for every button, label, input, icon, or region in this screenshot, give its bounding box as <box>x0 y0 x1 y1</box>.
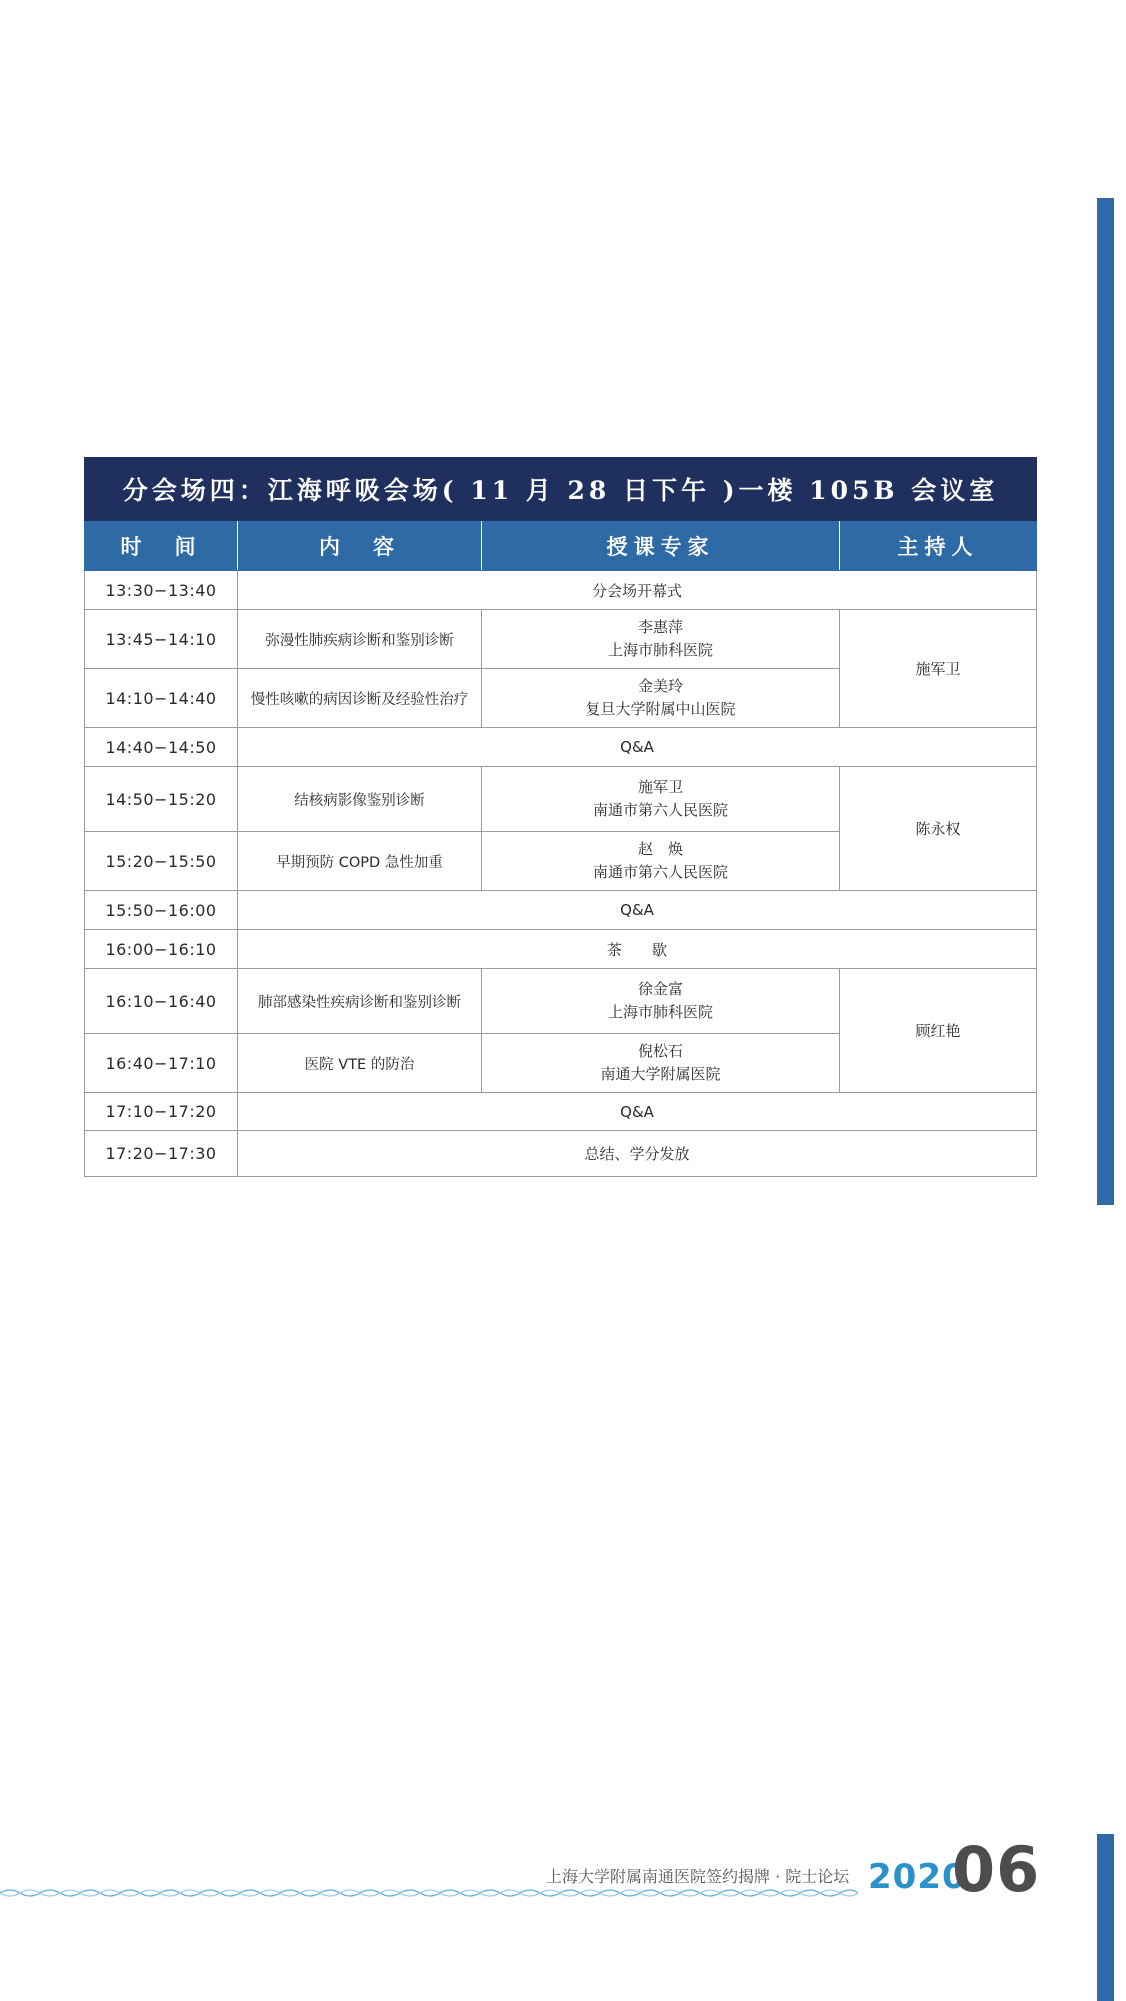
footer-year: 2020 <box>868 1857 967 1897</box>
footer-event-title: 上海大学附属南通医院签约揭牌 · 院士论坛 <box>546 1867 850 1886</box>
schedule-table <box>84 457 1037 1177</box>
topic-cell: 弥漫性肺疾病诊断和鉴别诊断 <box>238 610 482 669</box>
expert-cell <box>482 832 840 891</box>
expert-cell <box>482 767 840 832</box>
title-row <box>85 458 1037 521</box>
time-cell: 15:20−15:50 <box>85 832 238 891</box>
expert-org: 复旦大学附属中山医院 <box>585 700 736 718</box>
topic-cell: 肺部感染性疾病诊断和鉴别诊断 <box>238 969 482 1034</box>
expert-name: 施军卫 <box>637 778 683 796</box>
time-cell: 13:45−14:10 <box>85 610 238 669</box>
topic-cell: 慢性咳嗽的病因诊断及经验性治疗 <box>238 669 482 728</box>
expert-name: 倪松石 <box>637 1042 683 1060</box>
expert-cell <box>482 610 840 669</box>
time-cell: 14:50−15:20 <box>85 767 238 832</box>
session-cell: 茶 歇 <box>238 930 1037 969</box>
table-row <box>85 891 1037 930</box>
header-time: 时 间 <box>85 521 238 571</box>
expert-name: 李惠萍 <box>637 618 683 636</box>
time-cell: 14:10−14:40 <box>85 669 238 728</box>
topic-cell: 早期预防 COPD 急性加重 <box>238 832 482 891</box>
host-cell: 陈永权 <box>840 767 1037 891</box>
time-cell: 15:50−16:00 <box>85 891 238 930</box>
table-row <box>85 1093 1037 1131</box>
table-row <box>85 610 1037 669</box>
schedule-title: 分会场四：江海呼吸会场( 11 月 28 日下午 )一楼 105B 会议室 <box>85 458 1037 521</box>
table-row <box>85 728 1037 767</box>
dna-wave-decoration <box>0 1887 858 1899</box>
expert-org: 上海市肺科医院 <box>607 1003 713 1021</box>
table-row <box>85 571 1037 610</box>
time-cell: 13:30−13:40 <box>85 571 238 610</box>
side-accent-bar-top <box>1097 198 1114 1205</box>
header-row <box>85 521 1037 571</box>
topic-cell: 结核病影像鉴别诊断 <box>238 767 482 832</box>
expert-org: 上海市肺科医院 <box>607 641 713 659</box>
table-row <box>85 930 1037 969</box>
session-cell: Q&A <box>238 1093 1037 1131</box>
page-number: 06 <box>952 1833 1041 1906</box>
time-cell: 16:10−16:40 <box>85 969 238 1034</box>
expert-cell <box>482 669 840 728</box>
expert-cell <box>482 1034 840 1093</box>
topic-cell: 医院 VTE 的防治 <box>238 1034 482 1093</box>
host-cell: 施军卫 <box>840 610 1037 728</box>
table-row <box>85 767 1037 832</box>
expert-org: 南通市第六人民医院 <box>592 863 728 881</box>
header-content: 内 容 <box>238 521 482 571</box>
time-cell: 14:40−14:50 <box>85 728 238 767</box>
time-cell: 16:40−17:10 <box>85 1034 238 1093</box>
header-expert: 授课专家 <box>482 521 840 571</box>
expert-org: 南通大学附属医院 <box>600 1065 721 1083</box>
header-host: 主持人 <box>840 521 1037 571</box>
expert-org: 南通市第六人民医院 <box>592 801 728 819</box>
time-cell: 17:20−17:30 <box>85 1131 238 1177</box>
table-row <box>85 1131 1037 1177</box>
expert-name: 赵 焕 <box>637 840 683 858</box>
expert-name: 金美玲 <box>637 677 683 695</box>
expert-name: 徐金富 <box>637 980 683 998</box>
time-cell: 16:00−16:10 <box>85 930 238 969</box>
side-accent-bar-bottom <box>1097 1834 1114 2001</box>
expert-cell <box>482 969 840 1034</box>
session-cell: 总结、学分发放 <box>238 1131 1037 1177</box>
session-cell: 分会场开幕式 <box>238 571 1037 610</box>
time-cell: 17:10−17:20 <box>85 1093 238 1131</box>
host-cell: 顾红艳 <box>840 969 1037 1093</box>
session-cell: Q&A <box>238 728 1037 767</box>
table-row <box>85 969 1037 1034</box>
session-cell: Q&A <box>238 891 1037 930</box>
